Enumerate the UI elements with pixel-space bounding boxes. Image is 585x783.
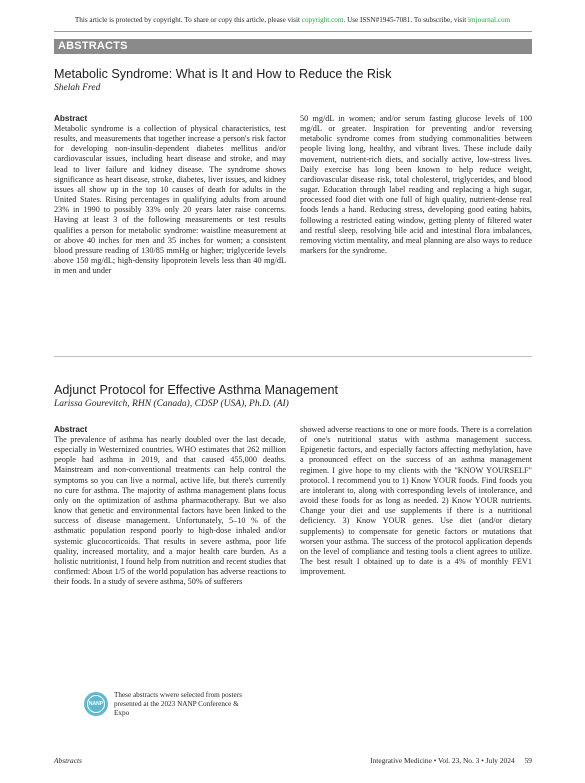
copyright-middle: . Use ISSN#1945-7081. To subscribe, visit bbox=[343, 16, 469, 24]
top-divider bbox=[54, 31, 532, 32]
abstract-column-left: The prevalence of asthma has nearly doubled over the last decade, especially in Westernized countries. WHO estimates that 262 million people had asthma in 2019, and that caused 455,000 deaths. Mainstream and non-conventional treatments can help control the symptoms so you can live a normal, active life, but there's currently no cure for asthma. The majority of asthma management plans focus only on the optimization of asthma pharmacotherapy. But we also know that genetic and environmental factors have been linked to the success of disease management. Unfortunately, 5–10 % of the asthmatic population respond poorly to high-dose inhaled and/or systemic glucocorticoids. That results in severe asthma, poor life quality, increased mortality, and a major health care burden. As a holistic nutritionist, I found help from nutrition and recent studies that confirmed: About 1/5 of the world population has adverse reactions to their foods. In a study of severe asthma, 50% of sufferers bbox=[54, 435, 286, 587]
nanp-logo-badge bbox=[84, 692, 108, 716]
selection-note: These abstracts wwere selected from posters presented at the 2023 NANP Conference & Expo bbox=[114, 691, 242, 717]
article-metabolic-syndrome bbox=[54, 67, 532, 276]
copyright-prefix: This article is protected by copyright. To share or copy this article, please visit bbox=[74, 16, 302, 24]
abstract-column-right: 50 mg/dL in women; and/or serum fasting glucose levels of 100 mg/dL or greater. Inspiration for preventing and/or reversing metabolic syndrome comes from studying commonalities between people living long, healthy, and vibrant lives. These include daily movement, nutrient-rich diets, and socially active, low-stress lives. Daily exercise has long been known to help reduce weight, cardiovascular disease risk, total cholesterol, triglycerides, and blood sugar. Education through label reading and replacing a high sugar, processed food diet with one full of high quality, nutrient-dense real foods lends a hand. Reducing stress, developing good eating habits, following a restricted eating window, getting plenty of filtered water and restful sleep, resolving bile acid and intestinal flora imbalances, removing victim mentality, and meal planning are also ways to reduce markers for the syndrome. bbox=[300, 114, 532, 256]
nanp-logo-text: NANP bbox=[87, 695, 105, 713]
article-divider bbox=[54, 356, 532, 357]
article-author: Shelah Fred bbox=[54, 83, 101, 93]
footer-section-name: Abstracts bbox=[54, 756, 82, 765]
article-title: Adjunct Protocol for Effective Asthma Management bbox=[54, 383, 338, 397]
abstract-column-left: Metabolic syndrome is a collection of physical characteristics, test results, and measurements that together increase a person's risk factor for developing non-insulin-dependent diabetes mellitus and/or cardiovascular issues, including heart disease and stroke, and may lead to liver failure and kidney disease. The syndrome shows significance as heart disease, stroke, diabetes, liver issues, and kidney issues all show up in the top 10 causes of death for adults in the United States. Rising percentages in qualifying adults from around 23% in 1990 to possibly 33% only 20 years later raise concerns. Having at least 3 of the following measurements or test results qualifies a person for metabolic syndrome: waistline measurement at or above 40 inches for men and 35 inches for women; a consistent blood pressure reading of 130/85 mmHg or higher; triglyceride levels above 150 mg/dL; high-density lipoprotein levels less than 40 mg/dL in men and under bbox=[54, 124, 286, 276]
page-number: 59 bbox=[524, 756, 532, 765]
abstract-column-right: showed adverse reactions to one or more foods. There is a correlation of one's nutritional status with asthma management success. Epigenetic factors, and especially factors affecting methylation, have a pronounced effect on the success of an asthma management regimen. I give hope to my clients with the "KNOW YOURSELF" protocol. I recommend you to 1) Know YOUR foods. Find foods you are intolerant to, along with corresponding levels of intolerance, and avoid these foods for as long as needed. 2) Know YOUR nutrients. Change your diet and use supplements if there is a nutritional deficiency. 3) Know YOUR genes. Use diet (and/or dietary supplements) to compensate for genetic factors or mutations that worsen your asthma. The success of the protocol application depends on the level of compliance and testing tools a client agrees to utilize. The best result I obtained up to date is a 4% of monthly FEV1 improvement. bbox=[300, 425, 532, 577]
author-credentials: , RHN (Canada), CDSP (USA), Ph.D. (AI) bbox=[127, 399, 289, 409]
section-heading: ABSTRACTS bbox=[54, 39, 532, 54]
article-title: Metabolic Syndrome: What is It and How to Reduce the Risk bbox=[54, 67, 392, 81]
abstract-label: Abstract bbox=[54, 425, 88, 434]
page-footer bbox=[54, 756, 532, 768]
abstract-label: Abstract bbox=[54, 114, 88, 123]
article-author bbox=[54, 399, 532, 410]
author-name: Larissa Gourevitch bbox=[54, 399, 128, 409]
copyright-notice bbox=[0, 16, 585, 24]
footer-citation: Integrative Medicine • Vol. 23, No. 3 • July 2024 bbox=[370, 756, 515, 765]
copyright-link[interactable]: copyright.com bbox=[301, 16, 344, 24]
footer-journal-info bbox=[370, 756, 532, 765]
article-asthma-protocol bbox=[54, 383, 532, 587]
subscribe-link[interactable]: imjournal.com bbox=[468, 16, 511, 24]
